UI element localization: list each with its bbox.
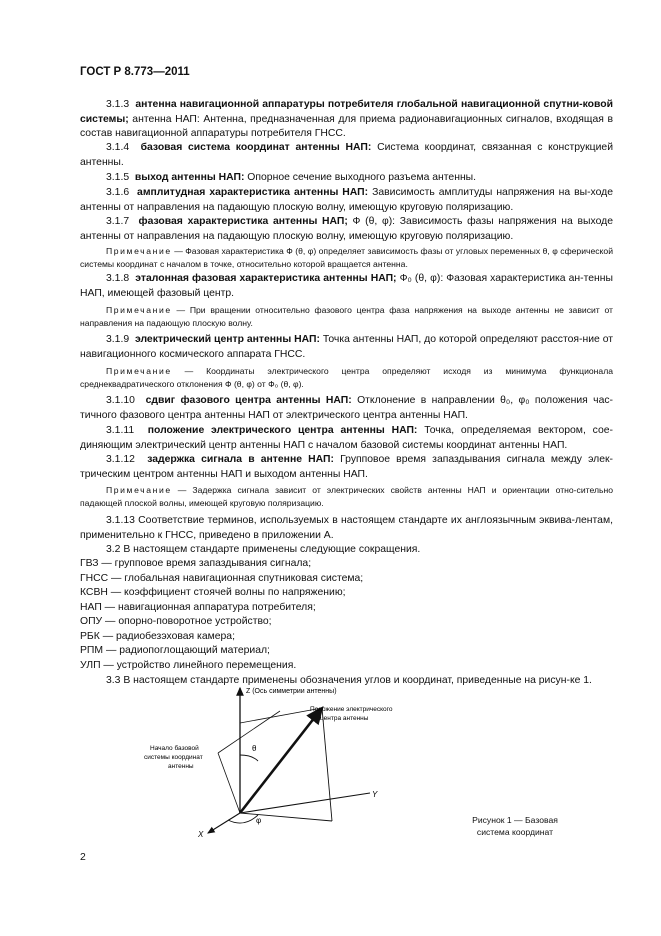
elec-center-label: центра антенны	[320, 715, 369, 722]
abbrev-item: ГНСС — глобальная навигационная спутниковая система;	[80, 573, 364, 584]
origin-label: Начало базовой	[150, 745, 199, 752]
note-4: Примечание — Задержка сигнала зависит от электрических свойств антенны НАП и ориентации отно-сительно падающей плоской волны, имеющей круговую поляризацию.	[80, 485, 613, 508]
projection-line	[322, 708, 332, 821]
term-3-1-11: 3.1.11 положение электрического центра антенны НАП: Точка, определяемая вектором, сое-диняющим электрический центр антенны НАП с началом базовой системы координат антенны НАП.	[80, 425, 613, 451]
abbrev-item: УЛП — устройство линейного перемещения.	[80, 660, 297, 671]
para-3-1-13: 3.1.13 Соответствие терминов, используемых в настоящем стандарте их англоязычным эквива-лентам, применительно к ГНСС, приведено в приложении А.	[80, 515, 613, 541]
abbrev-item: РБК — радиобезэховая камера;	[80, 631, 235, 642]
note-3: Примечание — Координаты электрического центра определяют исходя из минимума функционала среднеквадратического отклонения Ф (θ, φ) от Ф₀ (θ, φ).	[80, 366, 613, 389]
para-3-3: 3.3 В настоящем стандарте применены обозначения углов и координат, приведенные на рисун-ке 1.	[106, 675, 592, 686]
abbrev-item: НАП — навигационная аппаратура потребителя;	[80, 602, 316, 613]
z-axis-label: Z (Ось симметрии антенны)	[246, 688, 337, 695]
figure-caption: Рисунок 1 — Базовая система координат	[472, 815, 558, 837]
projection-line	[240, 813, 332, 821]
abbrev-item: ГВЗ — групповое время запаздывания сигнала;	[80, 558, 312, 569]
page-number: 2	[80, 852, 86, 863]
electric-center-vector	[240, 708, 322, 813]
term-3-1-3: 3.1.3 антенна навигационной аппаратуры потребителя глобальной навигационной спутни-ковой системы; антенна НАП: Антенна, предназначенная для приема радионавигационных сигналов, входящая в состав навигационной аппаратуры потребителя ГНСС.	[80, 99, 613, 140]
coordinate-system-figure	[140, 683, 450, 841]
phi-arc	[228, 815, 258, 823]
x-axis-label: X	[198, 830, 204, 839]
construction-line	[218, 711, 280, 753]
term-3-1-9: 3.1.9 электрический центр антенны НАП: Точка антенны НАП, до которой определяют расстоя-ние от навигационного космического аппарата ГНСС.	[80, 334, 614, 360]
note-2: Примечание — При вращении относительно фазового центра фаза напряжения на выходе антенны не зависит от направления на падающую плоскую волну.	[80, 305, 613, 328]
abbrev-item: РПМ — радиопоглощающий материал;	[80, 645, 270, 656]
origin-label: антенны	[168, 763, 194, 770]
term-name: антенна навигационной аппаратуры потребителя глобальной навигационной спутни-ковой системы;	[80, 99, 613, 125]
term-3-1-12: 3.1.12 задержка сигнала в антенне НАП: Групповое время запаздывания сигнала между элек-трическим центром антенны НАП и выходом антенны НАП.	[80, 454, 613, 480]
term-3-1-6: 3.1.6 амплитудная характеристика антенны НАП: Зависимость амплитуды напряжения на вы-ходе антенны от направления на падающую плоскую волну, имеющую круговую поляризацию.	[80, 187, 614, 213]
abbrev-item: ОПУ — опорно-поворотное устройство;	[80, 616, 272, 627]
construction-line	[218, 753, 240, 813]
term-3-1-7: 3.1.7 фазовая характеристика антенны НАП; Ф (θ, φ): Зависимость фазы напряжения на выходе антенны от направления на падающую плоскую волну, имеющую круговую поляризацию.	[80, 216, 613, 242]
theta-label: θ	[252, 744, 257, 753]
note-1: Примечание — Фазовая характеристика Ф (θ, φ) определяет зависимость фазы от угловых переменных θ, φ сферической системы координат с началом в точке, относительно которой вращается антенна.	[80, 246, 613, 269]
page-header: ГОСТ Р 8.773—2011	[80, 66, 190, 78]
abbrev-item: КСВН — коэффициент стоячей волны по напряжению;	[80, 587, 346, 598]
origin-label: системы координат	[144, 754, 203, 761]
y-axis-label: Y	[372, 790, 378, 799]
term-3-1-8: 3.1.8 эталонная фазовая характеристика антенны НАП; Ф₀ (θ, φ): Фазовая характеристика ан-тенны НАП, имеющей фазовый центр.	[80, 273, 613, 299]
elec-center-label: Положение электрического	[310, 706, 393, 713]
term-3-1-10: 3.1.10 сдвиг фазового центра антенны НАП: Отклонение в направлении θ₀, φ₀ положения час-тичного фазового центра антенны НАП от электрического центра антенны НАП.	[80, 395, 614, 421]
term-3-1-5: 3.1.5 выход антенны НАП: Опорное сечение выходного разъема антенны.	[106, 172, 477, 183]
para-3-2: 3.2 В настоящем стандарте применены следующие сокращения.	[106, 544, 421, 555]
term-3-1-4: 3.1.4 базовая система координат антенны НАП: Система координат, связанная с конструкцией антенны.	[80, 142, 613, 168]
y-axis	[240, 793, 370, 813]
theta-arc	[240, 755, 258, 761]
phi-label: φ	[256, 816, 262, 825]
